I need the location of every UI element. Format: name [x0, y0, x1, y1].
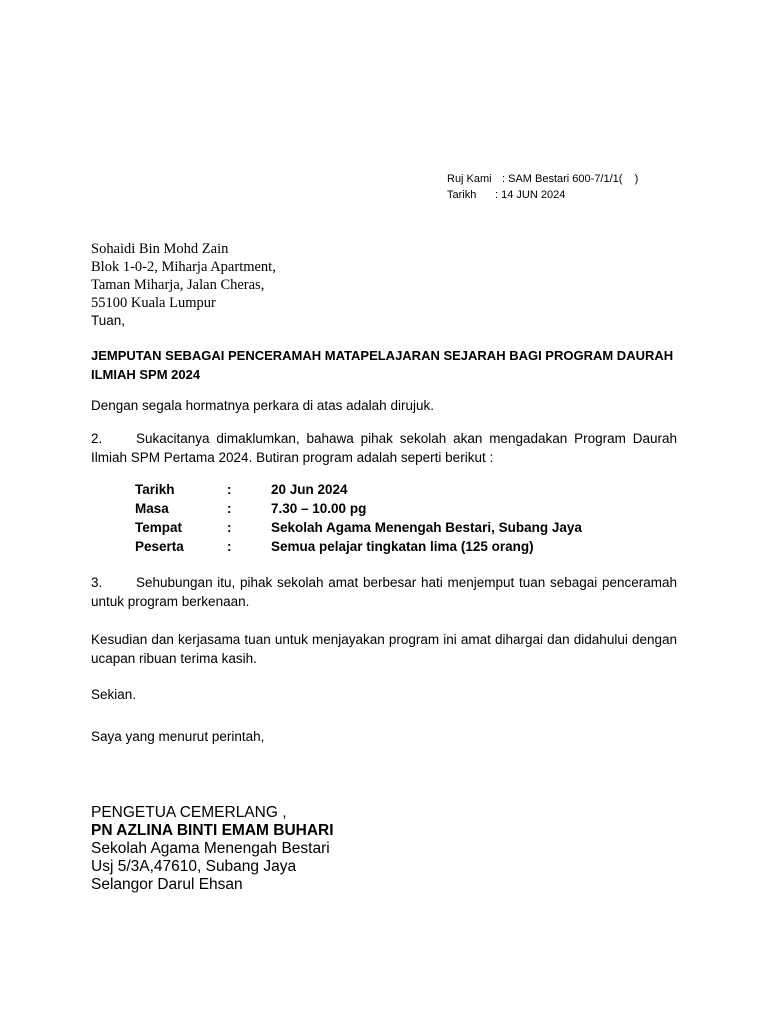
recipient-name: Sohaidi Bin Mohd Zain: [91, 241, 229, 257]
detail-row: [135, 518, 582, 537]
detail-value: 20 Jun 2024: [271, 482, 348, 497]
signature-address-line: Selangor Darul Ehsan: [91, 876, 243, 893]
signature-title: PENGETUA CEMERLANG ,: [91, 804, 287, 821]
detail-row: [135, 499, 582, 518]
ref-tarikh-label: Tarikh: [447, 189, 477, 201]
detail-row: [135, 480, 582, 499]
paragraph-4: Kesudian dan kerjasama tuan untuk menjayakan program ini amat dihargai dan didahului dengan ucapan ribuan terima kasih.: [91, 632, 677, 666]
recipient-address-line: Blok 1-0-2, Miharja Apartment,: [91, 259, 276, 275]
paragraph-2: [91, 429, 677, 467]
ref-ruj-value: : SAM Bestari 600-7/1/1( ): [502, 173, 639, 185]
detail-colon: :: [227, 501, 232, 516]
recipient-address-line: 55100 Kuala Lumpur: [91, 295, 216, 311]
salutation: Tuan,: [91, 313, 126, 328]
paragraph-3-text: Sehubungan itu, pihak sekolah amat berbesar hati menjemput tuan sebagai penceramah untuk program berkenaan.: [91, 575, 677, 609]
signature-block: [91, 804, 334, 894]
paragraph-3: [91, 573, 677, 611]
recipient-address-line: Taman Miharja, Jalan Cheras,: [91, 277, 265, 293]
ref-ruj-row: [447, 171, 638, 187]
detail-value: Sekolah Agama Menengah Bestari, Subang Jaya: [271, 520, 582, 535]
reference-block: [447, 171, 638, 203]
detail-label: Tarikh: [135, 482, 175, 497]
ref-tarikh-row: [447, 187, 638, 203]
recipient-address: [91, 240, 276, 330]
detail-colon: :: [227, 482, 232, 497]
detail-colon: :: [227, 539, 232, 554]
signature-address-line: Sekolah Agama Menengah Bestari: [91, 840, 330, 857]
letter-subject: JEMPUTAN SEBAGAI PENCERAMAH MATAPELAJARAN SEJARAH BAGI PROGRAM DAURAH ILMIAH SPM 2024: [91, 348, 674, 382]
detail-value: 7.30 – 10.00 pg: [271, 501, 367, 516]
detail-label: Peserta: [135, 539, 184, 554]
detail-colon: :: [227, 520, 232, 535]
program-details: [135, 480, 582, 556]
intro-paragraph: Dengan segala hormatnya perkara di atas adalah dirujuk.: [91, 398, 434, 413]
signature-name: PN AZLINA BINTI EMAM BUHARI: [91, 822, 334, 839]
ref-tarikh-value: : 14 JUN 2024: [495, 189, 566, 201]
paragraph-2-text: Sukacitanya dimaklumkan, bahawa pihak sekolah akan mengadakan Program Daurah Ilmiah SPM Pertama 2024. Butiran program adalah seperti berikut :: [91, 431, 677, 465]
closing-sekian: Sekian.: [91, 687, 137, 702]
ref-ruj-label: Ruj Kami: [447, 173, 492, 185]
signature-address-line: Usj 5/3A,47610, Subang Jaya: [91, 858, 297, 875]
detail-label: Masa: [135, 501, 169, 516]
closing-perintah: Saya yang menurut perintah,: [91, 729, 265, 744]
detail-row: [135, 537, 582, 556]
paragraph-3-number: 3.: [91, 575, 103, 590]
paragraph-2-number: 2.: [91, 431, 103, 446]
detail-value: Semua pelajar tingkatan lima (125 orang): [271, 539, 534, 554]
detail-label: Tempat: [135, 520, 183, 535]
